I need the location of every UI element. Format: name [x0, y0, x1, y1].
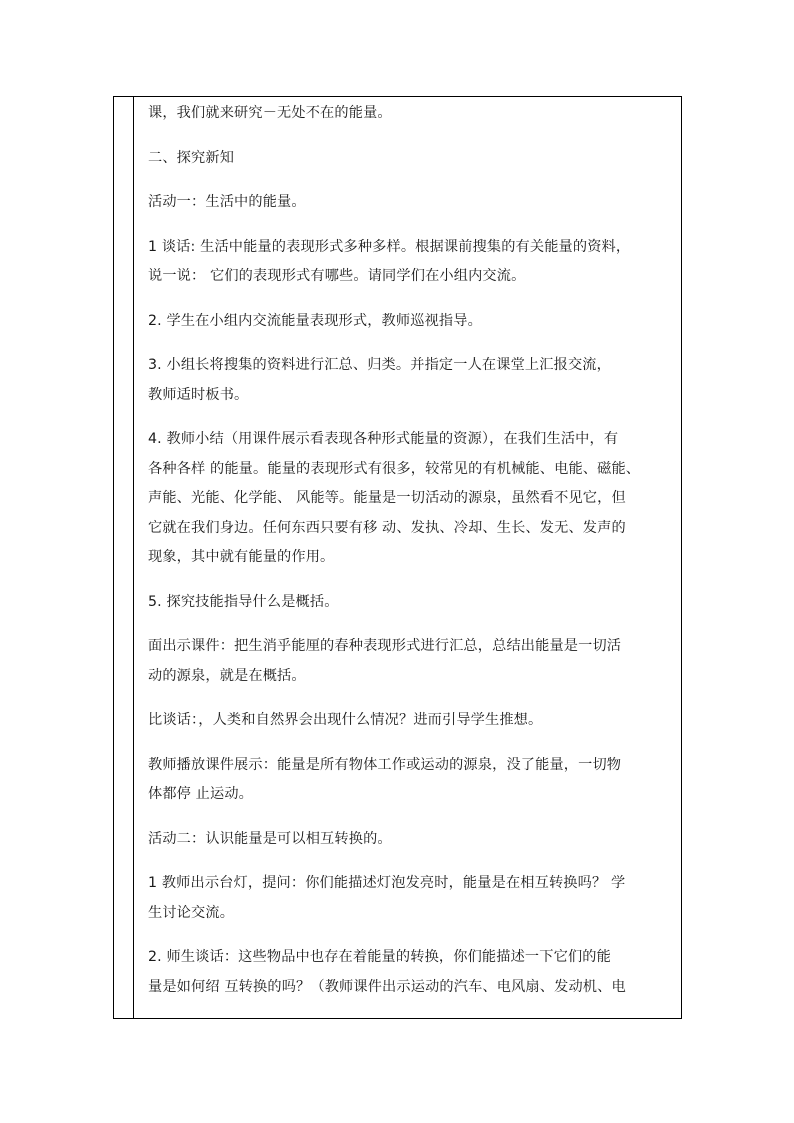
paragraph	[148, 943, 626, 1002]
text-line: 声能、光能、化学能、 风能等。能量是一切活动的源泉，虽然看不见它，但	[148, 490, 626, 506]
paragraph	[148, 99, 392, 129]
paragraph	[148, 869, 625, 928]
text-line: 二、探究新知	[148, 149, 235, 166]
paragraph	[148, 706, 542, 736]
text-line: 动的源泉，就是在概括。	[148, 667, 306, 684]
text-line: 1 谈话: 生活中能量的表现形式多种多样。根据课前搜集的有关能量的资料，	[148, 238, 631, 255]
text-line: 现象，其中就有能量的作用。	[148, 549, 335, 565]
text-line: 3. 小组长将搜集的资料进行汇总、归类。并指定一人在课堂上汇报交流，	[148, 357, 611, 373]
paragraph	[148, 425, 640, 573]
text-line: 量是如何绍 互转换的吗？（教师课件出示运动的汽车、电风扇、发动机、电	[148, 978, 626, 995]
text-line: 面出示课件：把生消乎能厘的春种表现形式进行汇总，总结出能量是一切活	[148, 638, 622, 654]
text-line: 说一说： 它们的表现形式有哪些。请同学们在小组内交流。	[148, 268, 526, 284]
paragraph	[148, 188, 306, 218]
paragraph	[148, 307, 482, 337]
text-line: 它就在我们身边。任何东西只要有移 动、发执、冷却、生长、发无、发声的	[148, 519, 626, 536]
text-line: 生讨论交流。	[148, 904, 235, 921]
text-line: 活动一：生活中的能量。	[148, 194, 306, 210]
paragraph	[148, 233, 630, 292]
text-line: 课，我们就来研究－无处不在的能量。	[148, 105, 392, 121]
text-line: 2. 学生在小组内交流能量表现形式，教师巡视指导。	[148, 312, 482, 329]
table-left-column	[114, 97, 134, 1018]
text-line: 活动二：认识能量是可以相互转换的。	[148, 830, 392, 847]
paragraph	[148, 144, 234, 174]
text-line: 2. 师生谈话：这些物品中也存在着能量的转换，你们能描述一下它们的能	[148, 949, 611, 965]
lesson-table	[113, 96, 682, 1019]
text-line: 体都停 止运动。	[148, 786, 254, 802]
text-line: 4. 教师小结（用课件展示看表现各种形式能量的资源），在我们生活中，有	[148, 431, 619, 447]
text-line: 1 教师出示台灯，提问：你们能描述灯泡发亮时，能量是在相互转换吗？ 学	[148, 875, 626, 891]
text-line: 5. 探究技能指导什么是概括。	[148, 593, 339, 610]
paragraph	[148, 751, 621, 810]
text-line: 教师适时板书。	[148, 386, 249, 403]
text-line: 比谈话：，人类和自然界会出现什么情况？进而引导学生推想。	[148, 712, 543, 728]
paragraph	[148, 351, 611, 410]
paragraph	[148, 825, 392, 855]
text-line: 各种各样 的能量。能量的表现形式有很多，较常见的有机械能、电能、磁能、	[148, 460, 641, 477]
paragraph	[148, 588, 339, 618]
text-line: 教师播放课件展示：能量是所有物体工作或运动的源泉，没了能量，一切物	[148, 756, 622, 773]
lesson-content-cell	[148, 97, 678, 1018]
paragraph	[148, 632, 621, 691]
